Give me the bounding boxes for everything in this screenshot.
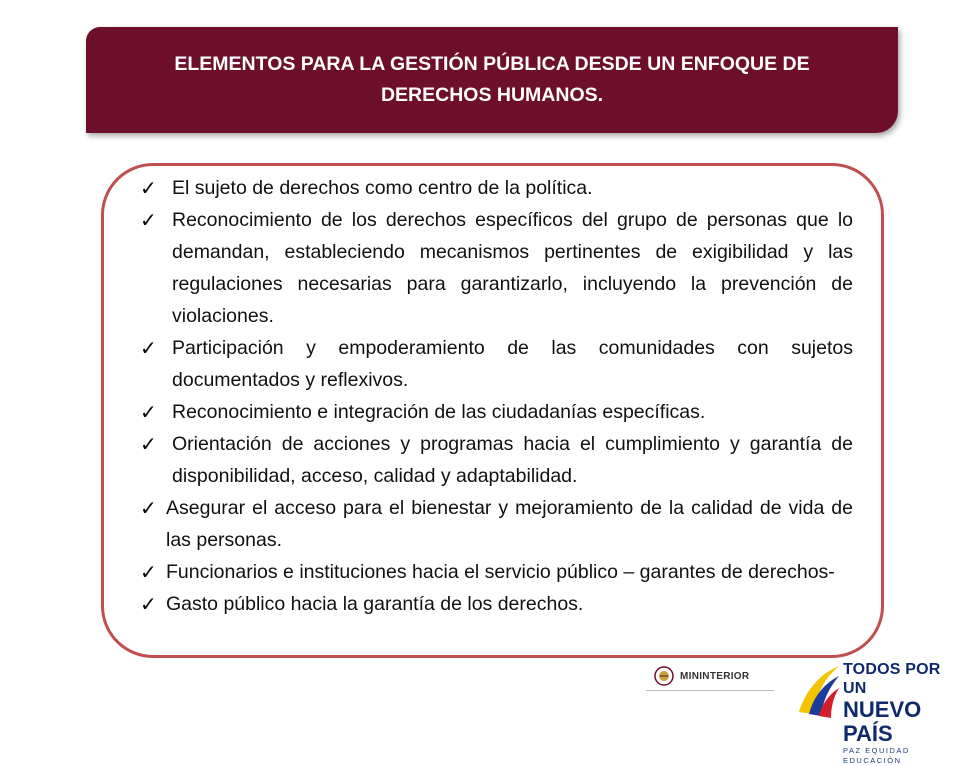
list-item-text: Orientación de acciones y programas hacia el cumplimiento y garantía de disponibilidad, acceso, calidad y adaptabilidad. — [172, 433, 853, 487]
checkmark-icon: ✓ — [140, 496, 157, 520]
list-item — [140, 588, 853, 620]
checkmark-icon: ✓ — [140, 208, 157, 232]
list-item — [140, 172, 853, 204]
list-item-text: Reconocimiento e integración de las ciudadanías específicas. — [172, 401, 706, 423]
mininterior-logo — [654, 662, 749, 690]
list-item-text: Reconocimiento de los derechos específicos del grupo de personas que lo demandan, estableciendo mecanismos pertinentes de exigibilidad y las regulaciones necesarias para garantizarlo, incluyendo la prevención de violaciones. — [172, 209, 853, 327]
checkmark-icon: ✓ — [140, 176, 157, 200]
checkmark-icon: ✓ — [140, 336, 157, 360]
checkmark-icon: ✓ — [140, 432, 157, 456]
checkmark-icon: ✓ — [140, 592, 157, 616]
checkmark-icon: ✓ — [140, 560, 157, 584]
list-item — [140, 492, 853, 556]
list-item — [140, 396, 853, 428]
title-banner — [86, 27, 898, 133]
tpnp-text-block — [843, 660, 960, 766]
colombia-seal-icon — [654, 666, 674, 686]
list-item — [140, 332, 853, 396]
tpnp-line-3: PAZ EQUIDAD EDUCACIÓN — [843, 746, 910, 765]
mininterior-label: MININTERIOR — [680, 670, 750, 682]
todos-por-un-nuevo-pais-logo — [795, 660, 960, 765]
list-item-text: Participación y empoderamiento de las comunidades con sujetos documentados y reflexivos. — [172, 337, 853, 391]
tpnp-line-1: TODOS POR UN — [843, 661, 941, 697]
list-item-text: Funcionarios e instituciones hacia el servicio público – garantes de derechos- — [166, 561, 835, 583]
list-item — [140, 556, 853, 588]
list-item-text: Asegurar el acceso para el bienestar y mejoramiento de la calidad de vida de las personas. — [166, 497, 853, 551]
list-item — [140, 204, 853, 332]
logo-divider — [646, 690, 774, 691]
tpnp-line-2: NUEVO PAÍS — [843, 697, 922, 746]
checklist — [140, 172, 853, 620]
list-item-text: El sujeto de derechos como centro de la política. — [172, 177, 593, 199]
list-item-text: Gasto público hacia la garantía de los derechos. — [166, 593, 584, 615]
page-title: ELEMENTOS PARA LA GESTIÓN PÚBLICA DESDE UN ENFOQUE DE DERECHOS HUMANOS. — [174, 53, 810, 106]
checkmark-icon: ✓ — [140, 400, 157, 424]
flag-swoosh-icon — [795, 662, 841, 718]
list-item — [140, 428, 853, 492]
